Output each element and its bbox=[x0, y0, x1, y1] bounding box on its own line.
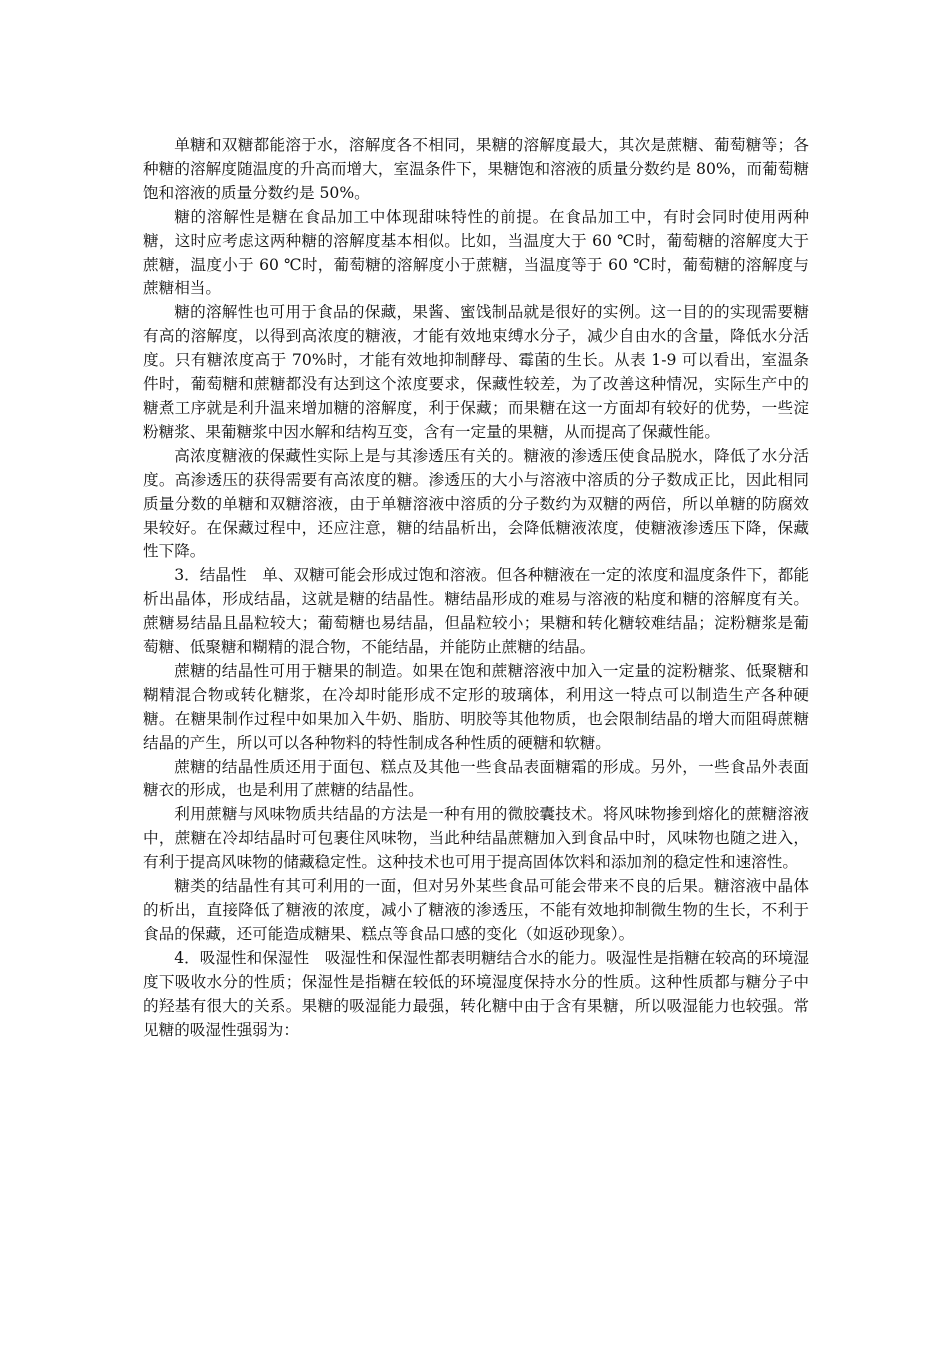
paragraph-crystallization-drawbacks: 糖类的结晶性有其可利用的一面，但对另外某些食品可能会带来不良的后果。糖溶液中晶体的析出，直接降低了糖液的浓度，减小了糖液的渗透压，不能有效地抑制微生物的生长，不利于食品的保藏，还可能造成糖果、糕点等食品口感的变化（如返砂现象）。 bbox=[143, 877, 809, 943]
paragraph-microencapsulation: 利用蔗糖与风味物质共结晶的方法是一种有用的微胶囊技术。将风味物掺到熔化的蔗糖溶液中，蔗糖在冷却结晶时可包裹住风味物，当此种结晶蔗糖加入到食品中时，风味物也随之进入，有利于提高风味物的储藏稳定性。这种技术也可用于提高固体饮料和添加剂的稳定性和速溶性。 bbox=[143, 805, 809, 872]
paragraph-frosting: 蔗糖的结晶性质还用于面包、糕点及其他一些食品表面糖霜的形成。另外，一些食品外表面糖衣的形成，也是利用了蔗糖的结晶性。 bbox=[143, 757, 809, 800]
document-body bbox=[143, 134, 809, 1042]
paragraph-solubility-intro: 单糖和双糖都能溶于水，溶解度各不相同，果糖的溶解度最大，其次是蔗糖、葡萄糖等；各种糖的溶解度随温度的升高而增大，室温条件下，果糖饱和溶液的质量分数约是 80%，而葡萄糖饱和溶液的质量分数约是 50%。 bbox=[143, 136, 809, 202]
paragraph-solubility-processing: 糖的溶解性是糖在食品加工中体现甜味特性的前提。在食品加工中，有时会同时使用两种糖，这时应考虑这两种糖的溶解度基本相似。比如，当温度大于 60 ℃时，葡萄糖的溶解度大于蔗糖，温度小于 60 ℃时，葡萄糖的溶解度小于蔗糖，当温度等于 60 ℃时，葡萄糖的溶解度与蔗糖相当。 bbox=[143, 207, 809, 298]
paragraph-solubility-preservation: 糖的溶解性也可用于食品的保藏，果酱、蜜饯制品就是很好的实例。这一目的的实现需要糖有高的溶解度，以得到高浓度的糖液，才能有效地束缚水分子，减少自由水的含量，降低水分活度。只有糖浓度高于 70%时，才能有效地抑制酵母、霉菌的生长。从表 1-9 可以看出，室温条件时，葡萄糖和蔗糖都没有达到这个浓度要求，保藏性较差，为了改善这种情况，实际生产中的糖煮工序就是利升温来增加糖的溶解度，利于保藏；而果糖在这一方面却有较好的优势，一些淀粉糖浆、果葡糖浆中因水解和结构互变，含有一定量的果糖，从而提高了保藏性能。 bbox=[143, 303, 809, 441]
paragraph-hygroscopicity: 4．吸湿性和保湿性 吸湿性和保湿性都表明糖结合水的能力。吸湿性是指糖在较高的环境湿度下吸收水分的性质；保湿性是指糖在较低的环境湿度保持水分的性质。这种性质都与糖分子中的羟基有很大的关系。果糖的吸湿能力最强，转化糖中由于含有果糖，所以吸湿能力也较强。常见糖的吸湿性强弱为： bbox=[143, 948, 809, 1039]
paragraph-osmotic-pressure: 高浓度糖液的保藏性实际上是与其渗透压有关的。糖液的渗透压使食品脱水，降低了水分活度。高渗透压的获得需要有高浓度的糖。渗透压的大小与溶液中溶质的分子数成正比，因此相同质量分数的单糖和双糖溶液，由于单糖溶液中溶质的分子数约为双糖的两倍，所以单糖的防腐效果较好。在保藏过程中，还应注意，糖的结晶析出，会降低糖液浓度，使糖液渗透压下降，保藏性下降。 bbox=[143, 446, 809, 561]
paragraph-candy-making: 蔗糖的结晶性可用于糖果的制造。如果在饱和蔗糖溶液中加入一定量的淀粉糖浆、低聚糖和糊精混合物或转化糖浆，在冷却时能形成不定形的玻璃体，利用这一特点可以制造生产各种硬糖。在糖果制作过程中如果加入牛奶、脂肪、明胶等其他物质，也会限制结晶的增大而阻碍蔗糖结晶的产生，所以可以各种物料的特性制成各种性质的硬糖和软糖。 bbox=[143, 661, 809, 752]
paragraph-crystallinity: 3．结晶性 单、双糖可能会形成过饱和溶液。但各种糖液在一定的浓度和温度条件下，都能析出晶体，形成结晶，这就是糖的结晶性。糖结晶形成的难易与溶液的粘度和糖的溶解度有关。蔗糖易结晶且晶粒较大；葡萄糖也易结晶，但晶粒较小；果糖和转化糖较难结晶；淀粉糖浆是葡萄糖、低聚糖和糊精的混合物，不能结晶，并能防止蔗糖的结晶。 bbox=[143, 566, 809, 657]
